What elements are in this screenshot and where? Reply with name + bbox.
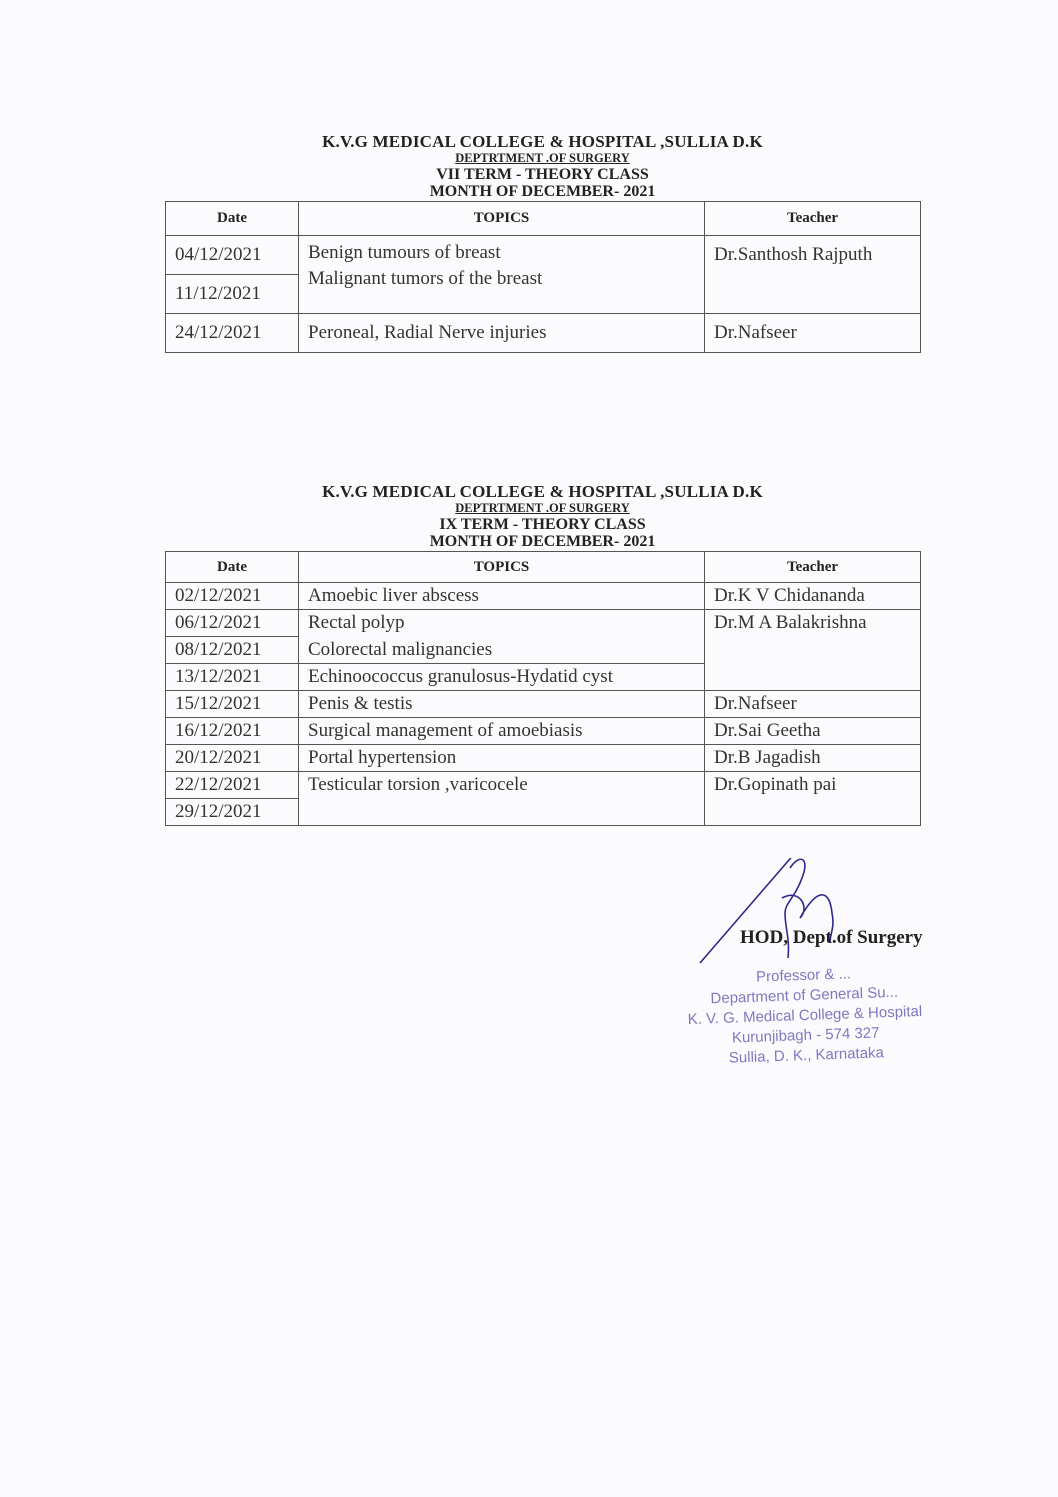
header-teacher: Teacher (705, 552, 921, 583)
stamp-line: Sullia, D. K., Karnataka (728, 1044, 885, 1067)
table-row (166, 314, 921, 353)
teacher-cell: Dr.Nafseer (705, 314, 921, 353)
header-topics: TOPICS (299, 552, 705, 583)
date-cell: 15/12/2021 (166, 691, 299, 718)
term-title: VII TERM - THEORY CLASS (436, 166, 649, 183)
table-row (166, 583, 921, 610)
date-cell: 06/12/2021 (166, 610, 299, 637)
table-header-row (166, 202, 921, 236)
teacher-cell: Dr.Santhosh Rajputh (705, 236, 921, 314)
teacher-cell: Dr.Sai Geetha (705, 718, 921, 745)
table-row (166, 610, 921, 637)
topic-line: Malignant tumors of the breast (308, 268, 543, 289)
topic-cell: Colorectal malignancies (299, 637, 705, 664)
date-cell: 29/12/2021 (166, 799, 299, 826)
table-header-row (166, 552, 921, 583)
vii-term-table (165, 201, 921, 353)
date-cell: 22/12/2021 (166, 772, 299, 799)
stamp-line: Professor & ... (755, 965, 852, 986)
department-title: DEPTRTMENT .OF SURGERY (455, 501, 630, 515)
topic-cell: Rectal polyp (299, 610, 705, 637)
topic-line: Benign tumours of breast (308, 242, 501, 263)
teacher-cell: Dr.Nafseer (705, 691, 921, 718)
stamp-line: K. V. G. Medical College & Hospital (687, 1002, 923, 1029)
date-cell: 11/12/2021 (166, 275, 299, 314)
department-stamp (638, 960, 971, 1071)
date-cell: 04/12/2021 (166, 236, 299, 275)
date-cell: 16/12/2021 (166, 718, 299, 745)
department-title: DEPTRTMENT .OF SURGERY (455, 151, 630, 165)
section-header (165, 133, 920, 201)
stamp-line: Kurunjibagh - 574 327 (731, 1024, 880, 1047)
ix-term-table (165, 551, 921, 826)
header-date: Date (166, 552, 299, 583)
hod-title: HOD, Dept.of Surgery (740, 927, 923, 948)
date-cell: 24/12/2021 (166, 314, 299, 353)
header-teacher: Teacher (705, 202, 921, 236)
stamp-line: Department of General Su... (710, 983, 899, 1008)
college-title: K.V.G MEDICAL COLLEGE & HOSPITAL ,SULLIA D.K (322, 482, 763, 501)
teacher-cell: Dr.B Jagadish (705, 745, 921, 772)
table-row (166, 236, 921, 275)
topic-cell: Amoebic liver abscess (299, 583, 705, 610)
date-cell: 02/12/2021 (166, 583, 299, 610)
teacher-cell: Dr.Gopinath pai (705, 772, 921, 826)
date-cell: 13/12/2021 (166, 664, 299, 691)
teacher-cell: Dr.M A Balakrishna (705, 610, 921, 691)
teacher-cell: Dr.K V Chidananda (705, 583, 921, 610)
table-row (166, 772, 921, 799)
ix-term-section (165, 483, 920, 826)
topic-cell: Peroneal, Radial Nerve injuries (299, 314, 705, 353)
date-cell: 08/12/2021 (166, 637, 299, 664)
table-row (166, 745, 921, 772)
topic-cell: Penis & testis (299, 691, 705, 718)
month-title: MONTH OF DECEMBER- 2021 (429, 533, 656, 550)
topic-cell: Echinoococcus granulosus-Hydatid cyst (299, 664, 705, 691)
date-cell: 20/12/2021 (166, 745, 299, 772)
topic-cell: Testicular torsion ,varicocele (299, 772, 705, 826)
topic-cell: Surgical management of amoebiasis (299, 718, 705, 745)
term-title: IX TERM - THEORY CLASS (439, 516, 646, 533)
topic-cell: Portal hypertension (299, 745, 705, 772)
table-row (166, 691, 921, 718)
section-header (165, 483, 920, 551)
vii-term-section (165, 133, 920, 353)
topic-cell (299, 236, 705, 314)
month-title: MONTH OF DECEMBER- 2021 (429, 183, 656, 200)
college-title: K.V.G MEDICAL COLLEGE & HOSPITAL ,SULLIA D.K (322, 132, 763, 151)
table-row (166, 718, 921, 745)
header-date: Date (166, 202, 299, 236)
header-topics: TOPICS (299, 202, 705, 236)
